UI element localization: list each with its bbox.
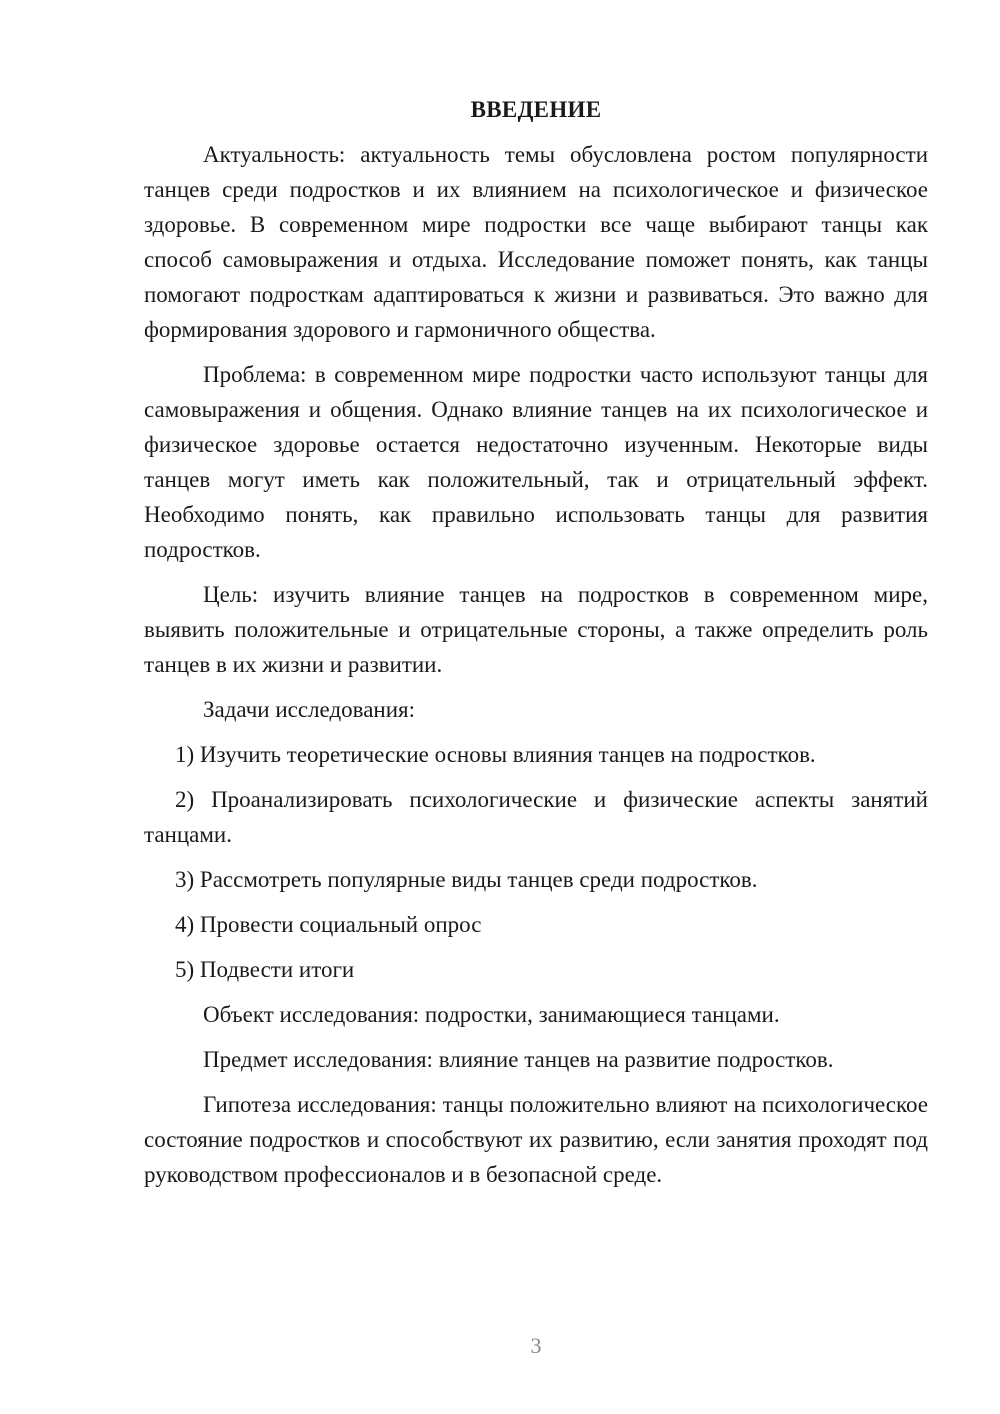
goal-paragraph: Цель: изучить влияние танцев на подростков в современном мире, выявить положительные и отрицательные стороны, а также определить роль танцев в их жизни и развитии. [144, 582, 928, 677]
task-item-2: 2) Проанализировать психологические и физические аспекты занятий танцами. [144, 787, 928, 847]
task-item-1: 1) Изучить теоретические основы влияния танцев на подростков. [175, 742, 816, 767]
task-item-3: 3) Рассмотреть популярные виды танцев среди подростков. [175, 867, 758, 892]
hypothesis-paragraph: Гипотеза исследования: танцы положительно влияют на психологическое состояние подростков и способствуют их развитию, если занятия проходят под руководством профессионалов и в безопасной среде. [144, 1092, 928, 1187]
research-object-paragraph: Объект исследования: подростки, занимающиеся танцами. [203, 1002, 780, 1027]
relevance-paragraph: Актуальность: актуальность темы обусловлена ростом популярности танцев среди подростков и их влиянием на психологическое и физическое здоровье. В современном мире подростки все чаще выбирают танцы как способ самовыражения и отдыха. Исследование поможет понять, как танцы помогают подросткам адаптироваться к жизни и развиваться. Это важно для формирования здорового и гармоничного общества. [144, 142, 928, 342]
problem-paragraph: Проблема: в современном мире подростки часто используют танцы для самовыражения и общения. Однако влияние танцев на их психологическое и физическое здоровье остается недостаточно изученным. Некоторые виды танцев могут иметь как положительный, так и отрицательный эффект. Необходимо понять, как правильно использовать танцы для развития подростков. [144, 362, 928, 562]
research-subject-paragraph: Предмет исследования: влияние танцев на развитие подростков. [203, 1047, 834, 1072]
task-item-4: 4) Провести социальный опрос [175, 912, 482, 937]
page-title: ВВЕДЕНИЕ [470, 97, 602, 122]
page-body [144, 92, 928, 1202]
task-item-5: 5) Подвести итоги [175, 957, 355, 982]
tasks-heading: Задачи исследования: [203, 697, 416, 722]
page-number: 3 [530, 1333, 542, 1358]
